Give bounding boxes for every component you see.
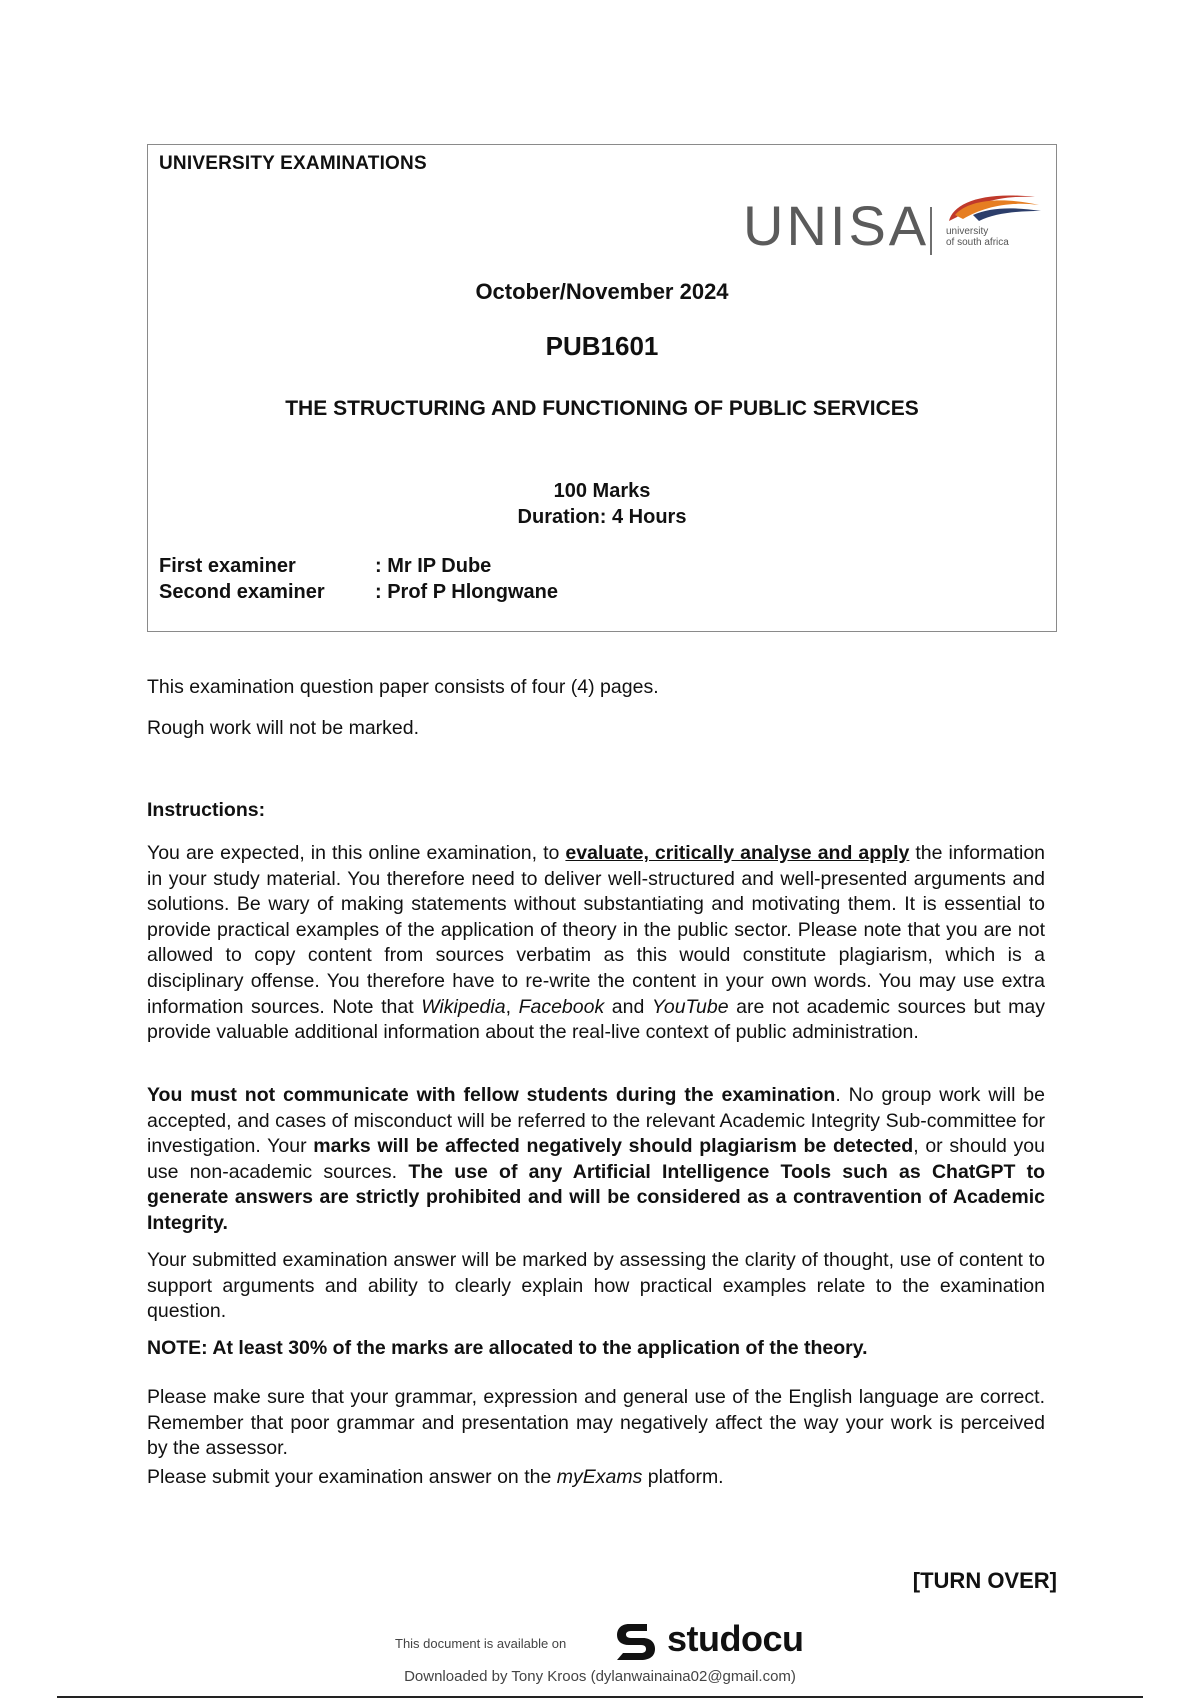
text-run: Please submit your examination answer on the <box>147 1466 557 1488</box>
text-run: and <box>604 995 652 1018</box>
text-run: are not academic sources but may provide valuable additional information about the real-live context of public administration. <box>147 995 1045 1044</box>
flame-icon <box>943 185 1043 225</box>
examiner-role: First examiner <box>159 555 296 577</box>
unisa-logo <box>743 185 1043 265</box>
examiner-name: : Mr IP Dube <box>375 555 492 577</box>
downloaded-by-line: Downloaded by Tony Kroos (dylanwainaina02@gmail.com) <box>404 1668 796 1685</box>
bold-text: The use of any Artificial Intelligence Tools such as ChatGPT to generate answers are strictly prohibited and will be considered as a contravention of Academic Integrity. <box>147 1160 1046 1234</box>
second-examiner-row <box>159 581 558 604</box>
available-on-text: This document is available on <box>395 1636 567 1651</box>
text-run: . No group work will be accepted, and cases of misconduct will be referred to the relevant Academic Integrity Sub-committee for investigation. Your <box>147 1084 1045 1158</box>
source-name: Wikipedia <box>421 995 506 1018</box>
bottom-rule <box>57 1696 1143 1698</box>
note-line: NOTE: At least 30% of the marks are allocated to the application of the theory. <box>147 1337 868 1359</box>
instructions-paragraph-1 <box>147 841 1045 1046</box>
first-examiner-row <box>159 555 491 578</box>
studocu-wordmark: studocu <box>667 1618 804 1659</box>
logo-tagline-line-1: university <box>946 226 989 237</box>
module-code: PUB1601 <box>545 331 659 361</box>
total-marks: 100 Marks <box>553 480 651 502</box>
instructions-paragraph-3: Your submitted examination answer will be marked by assessing the clarity of thought, use of content to support arguments and ability to clearly explain how practical examples relate to the examination question. <box>147 1249 1045 1323</box>
logo-wordmark: UNISA <box>743 194 930 257</box>
turn-over-label: [TURN OVER] <box>912 1568 1057 1593</box>
examiner-name: : Prof P Hlongwane <box>375 581 558 603</box>
source-name: Facebook <box>518 995 605 1018</box>
exam-header-box <box>147 144 1057 632</box>
platform-name: myExams <box>556 1466 643 1488</box>
bold-text: marks will be affected negatively should plagiarism be detected <box>313 1135 914 1158</box>
source-name: YouTube <box>651 995 729 1018</box>
logo-tagline-line-2: of south africa <box>946 237 1009 248</box>
instructions-paragraph-4: Please make sure that your grammar, expression and general use of the English language are correct. Remember that poor grammar and presentation may negatively affect the way your work is perceived by the assessor. <box>147 1386 1045 1460</box>
module-title: THE STRUCTURING AND FUNCTIONING OF PUBLIC SERVICES <box>285 397 919 420</box>
page-count-note: This examination question paper consists of four (4) pages. <box>147 676 659 698</box>
instructions-heading: Instructions: <box>147 799 266 821</box>
emphasis-text: evaluate, critically analyse and apply <box>565 842 910 864</box>
bold-text: You must not communicate with fellow students during the examination <box>147 1084 836 1106</box>
studocu-logo-icon <box>613 1618 659 1664</box>
examiner-role: Second examiner <box>159 581 325 603</box>
text-run: the information in your study material. You therefore need to deliver well-structured and well-presented arguments and solutions. Be wary of making statements without substantiating and motivating them. It is essential to provide practical examples of the application of theory in the public sector. Please note that you are not allowed to copy content from sources verbatim as this would constitute plagiarism, which is a disciplinary offense. You therefore have to re-write the content in your own words. You may use extra information sources. Note that <box>147 842 1046 1018</box>
logo-tagline <box>946 226 1009 248</box>
exam-duration: Duration: 4 Hours <box>517 506 687 528</box>
instructions-paragraph-2 <box>147 1083 1045 1237</box>
text-run: , <box>505 995 519 1018</box>
text-run: platform. <box>642 1466 724 1488</box>
instructions-paragraph-5 <box>147 1465 1045 1491</box>
text-run: You are expected, in this online examination, to <box>147 842 566 864</box>
text-run: , or should you use non-academic sources. <box>147 1135 1045 1183</box>
institution-line: UNIVERSITY EXAMINATIONS <box>159 153 427 174</box>
exam-period: October/November 2024 <box>475 279 729 304</box>
logo-divider <box>930 207 932 255</box>
rough-work-note: Rough work will not be marked. <box>147 717 420 739</box>
studocu-banner <box>395 1618 815 1662</box>
